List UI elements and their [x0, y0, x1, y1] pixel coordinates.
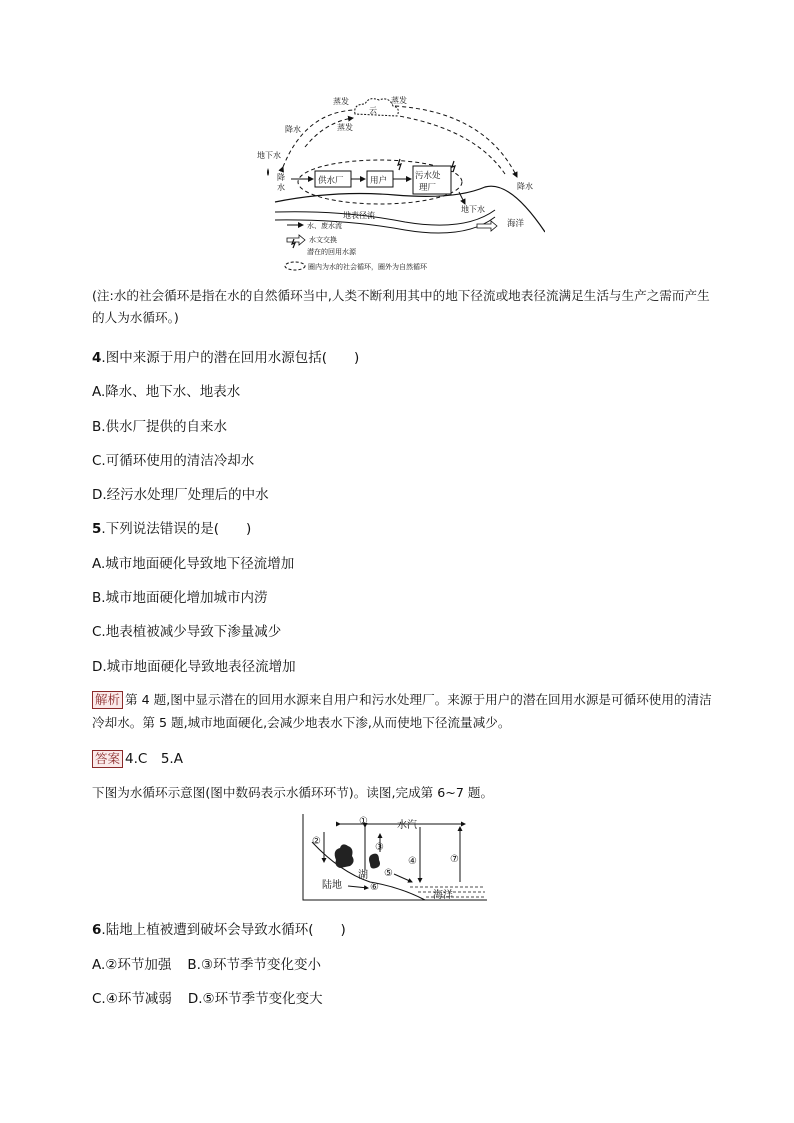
q6-option-c[interactable]: C.④环节减弱: [92, 991, 172, 1007]
lake-label: 湖: [358, 870, 368, 881]
surface-runoff-label: 地表径流: [343, 211, 375, 220]
vegetation-icon: [369, 854, 380, 869]
q6-option-d[interactable]: D.⑤环节季节变化变大: [187, 991, 323, 1007]
q4-option-d[interactable]: D.经污水处理厂处理后的中水: [92, 487, 269, 503]
legend-item-flow: 水、废水流: [307, 222, 342, 230]
q5-option-b[interactable]: B.城市地面硬化增加城市内涝: [92, 590, 268, 606]
explanation: [92, 688, 712, 734]
reuse-source-icon: [398, 159, 401, 170]
num-5-label: ⑤: [384, 868, 393, 879]
precip-label-1: 降水: [285, 125, 301, 134]
q5-option-c[interactable]: C.地表植被减少导致下渗量减少: [92, 624, 282, 640]
answer-text: 4.C 5.A: [125, 751, 183, 767]
q6-option-a[interactable]: A.②环节加强: [92, 957, 172, 973]
evap-label-1: 蒸发: [333, 97, 349, 106]
question-6: 6.陆地上植被遭到破坏会导致水循环( ): [92, 922, 346, 938]
q6-row-1: [92, 953, 321, 973]
answer-tag: 答案: [92, 750, 123, 768]
explanation-text: 第 4 题,图中显示潜在的回用水源来自用户和污水处理厂。来源于用户的潜在回用水源是可循环使用的清洁冷却水。第 5 题,城市地面硬化,会减少地表水下渗,从而使地下径流量减少。: [92, 692, 712, 730]
groundwater-label-2: 地下水: [461, 205, 485, 214]
cloud-label: 云: [369, 106, 377, 115]
treatment-label-b: 理厂: [419, 183, 437, 193]
num-4-label: ④: [408, 856, 417, 867]
num-1-label: ①: [359, 816, 368, 827]
reuse-source-icon: [452, 161, 455, 172]
q6-row-2: [92, 987, 323, 1007]
vapor-label: 水汽: [397, 820, 417, 831]
precip-label-2b: 水: [277, 183, 285, 192]
q5-option-a[interactable]: A.城市地面硬化导致地下径流增加: [92, 556, 295, 572]
evap-label-2: 蒸发: [391, 96, 407, 105]
q4-option-c[interactable]: C.可循环使用的清洁冷却水: [92, 453, 255, 469]
treatment-label-a: 污水处: [415, 171, 441, 181]
num-2-label: ②: [312, 836, 321, 847]
land-label: 陆地: [322, 880, 342, 891]
rain-drop-icon: [267, 168, 269, 176]
answer: [92, 747, 183, 768]
water-cycle-diagram: [255, 92, 545, 277]
explanation-tag: 解析: [92, 691, 123, 709]
question-4: 4.图中来源于用户的潜在回用水源包括( ): [92, 350, 360, 366]
q4-option-a[interactable]: A.降水、地下水、地表水: [92, 384, 241, 400]
supply-plant-label: 供水厂: [318, 176, 344, 186]
evap-label-3: 蒸发: [337, 123, 353, 132]
legend-item-exchange: 水文交换: [309, 236, 337, 244]
vegetation-icon: [335, 844, 354, 868]
precip-label-3: 降水: [517, 182, 533, 191]
groundwater-label-1: 地下水: [257, 151, 281, 160]
q6-option-b[interactable]: B.③环节季节变化变小: [187, 957, 322, 973]
q5-option-d[interactable]: D.城市地面硬化导致地表径流增加: [92, 659, 296, 675]
num-7-label: ⑦: [450, 854, 459, 865]
legend-item-reuse: 潜在的回用水源: [307, 248, 356, 256]
question-5: 5.下列说法错误的是( ): [92, 521, 252, 537]
num-6-label: ⑥: [370, 882, 379, 893]
q4-option-b[interactable]: B.供水厂提供的自来水: [92, 419, 228, 435]
ocean-label-1: 海洋: [507, 219, 525, 229]
intro-text: 下图为水循环示意图(图中数码表示水循环环节)。读图,完成第 6~7 题。: [92, 785, 494, 800]
precip-label-2a: 降: [277, 173, 285, 182]
legend-item-cycle: 圈内为水的社会循环，圈外为自然循环: [308, 263, 427, 271]
num-3-label: ③: [375, 842, 384, 853]
diagram-note: (注:水的社会循环是指在水的自然循环当中,人类不断利用其中的地下径流或地表径流满足生活与生产之需而产生的人为水循环。): [92, 288, 710, 325]
ocean-label-2: 海洋: [433, 890, 453, 901]
user-label: 用户: [370, 176, 388, 186]
water-cycle-numbered-diagram: [300, 812, 490, 907]
